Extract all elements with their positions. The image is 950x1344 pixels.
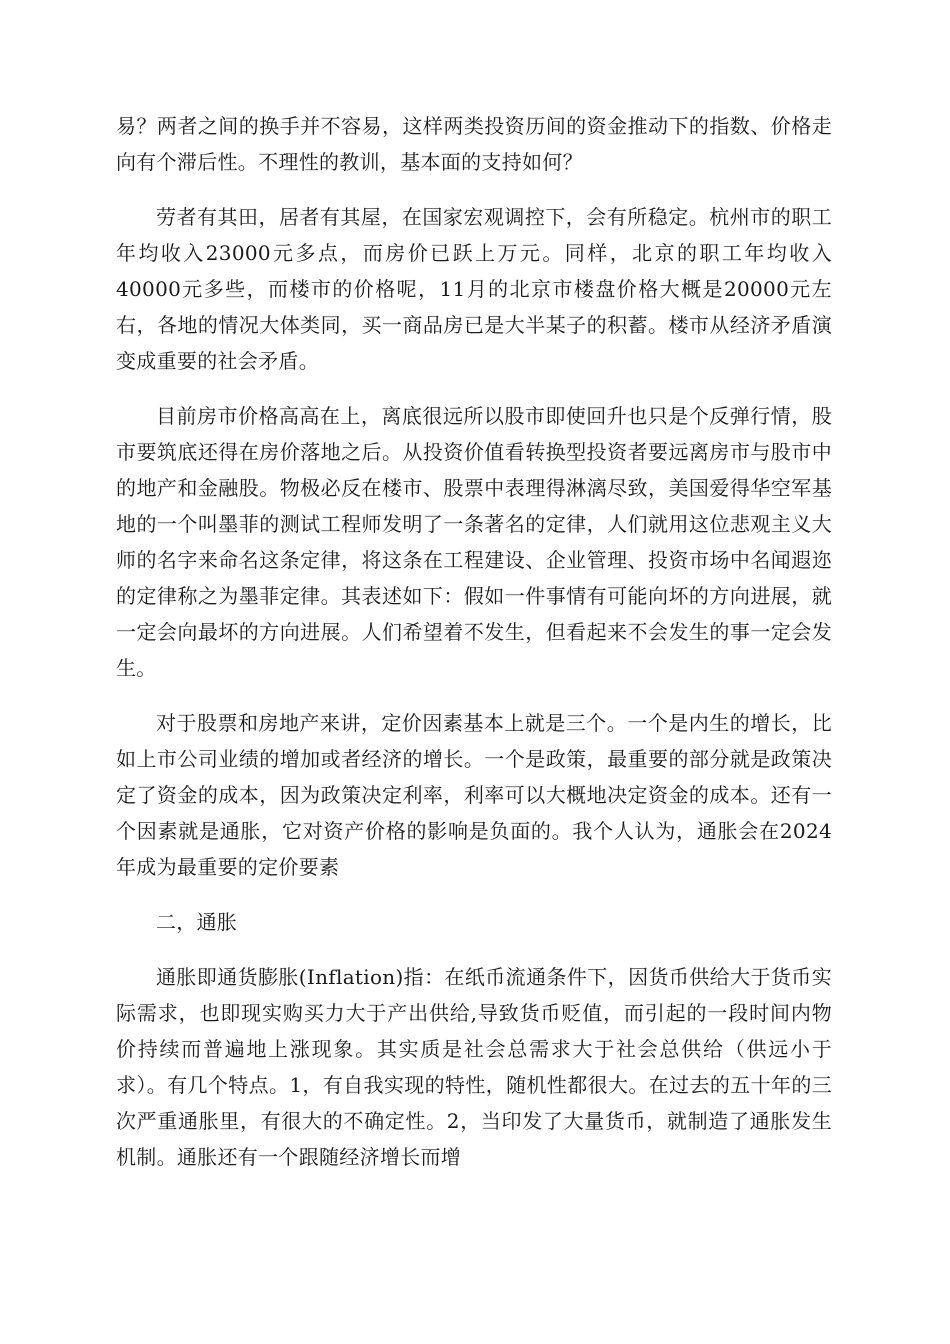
section-heading-inflation: 二，通胀 (156, 910, 238, 934)
paragraph-housing-income: 劳者有其田，居者有其屋，在国家宏观调控下，会有所稳定。杭州市的职工年均收入23000元多点，而房价已跃上万元。同样，北京的职工年均收入40000元多些，而楼市的价格呢，11月的北京市楼盘价格大概是20000元左右，各地的情况大体类同，买一商品房已是大半某子的积蓄。楼市从经济矛盾演变成重要的社会矛盾。 (116, 205, 832, 373)
document-page (116, 108, 832, 1194)
paragraph-inflation-definition: 通胀即通货膨胀(Inflation)指：在纸币流通条件下，因货币供给大于货币实际需求，也即现实购买力大于产出供给,导致货币贬值，而引起的一段时间内物价持续而普遍地上涨现象。其实质是社会总需求大于社会总供给（供远小于求）。有几个特点。1，有自我实现的特性，随机性都很大。在过去的五十年的三次严重通胀里，有很大的不确定性。2，当印发了大量货币，就制造了通胀发生机制。通胀还有一个跟随经济增长而增 (116, 965, 832, 1169)
paragraph-continuation: 易？两者之间的换手并不容易，这样两类投资历间的资金推动下的指数、价格走向有个滞后性。不理性的教训，基本面的支持如何？ (116, 114, 832, 174)
paragraph-pricing-factors: 对于股票和房地产来讲，定价因素基本上就是三个。一个是内生的增长，比如上市公司业绩的增加或者经济的增长。一个是政策，最重要的部分就是政策决定了资金的成本，因为政策决定利率，利率可以大概地决定资金的成本。还有一个因素就是通胀，它对资产价格的影响是负面的。我个人认为，通胀会在2024年成为最重要的定价要素 (116, 711, 832, 879)
paragraph-murphy-law: 目前房市价格高高在上，离底很远所以股市即使回升也只是个反弹行情，股市要筑底还得在房价落地之后。从投资价值看转换型投资者要远离房市与股市中的地产和金融股。物极必反在楼市、股票中表理得淋漓尽致，美国爱得华空军基地的一个叫墨菲的测试工程师发明了一条著名的定律，人们就用这位悲观主义大师的名字来命名这条定律，将这条在工程建设、企业管理、投资市场中名闻遐迩的定律称之为墨菲定律。其表述如下：假如一件事情有可能向坏的方向进展，就一定会向最坏的方向进展。人们希望着不发生，但看起来不会发生的事一定会发生。 (116, 404, 832, 680)
